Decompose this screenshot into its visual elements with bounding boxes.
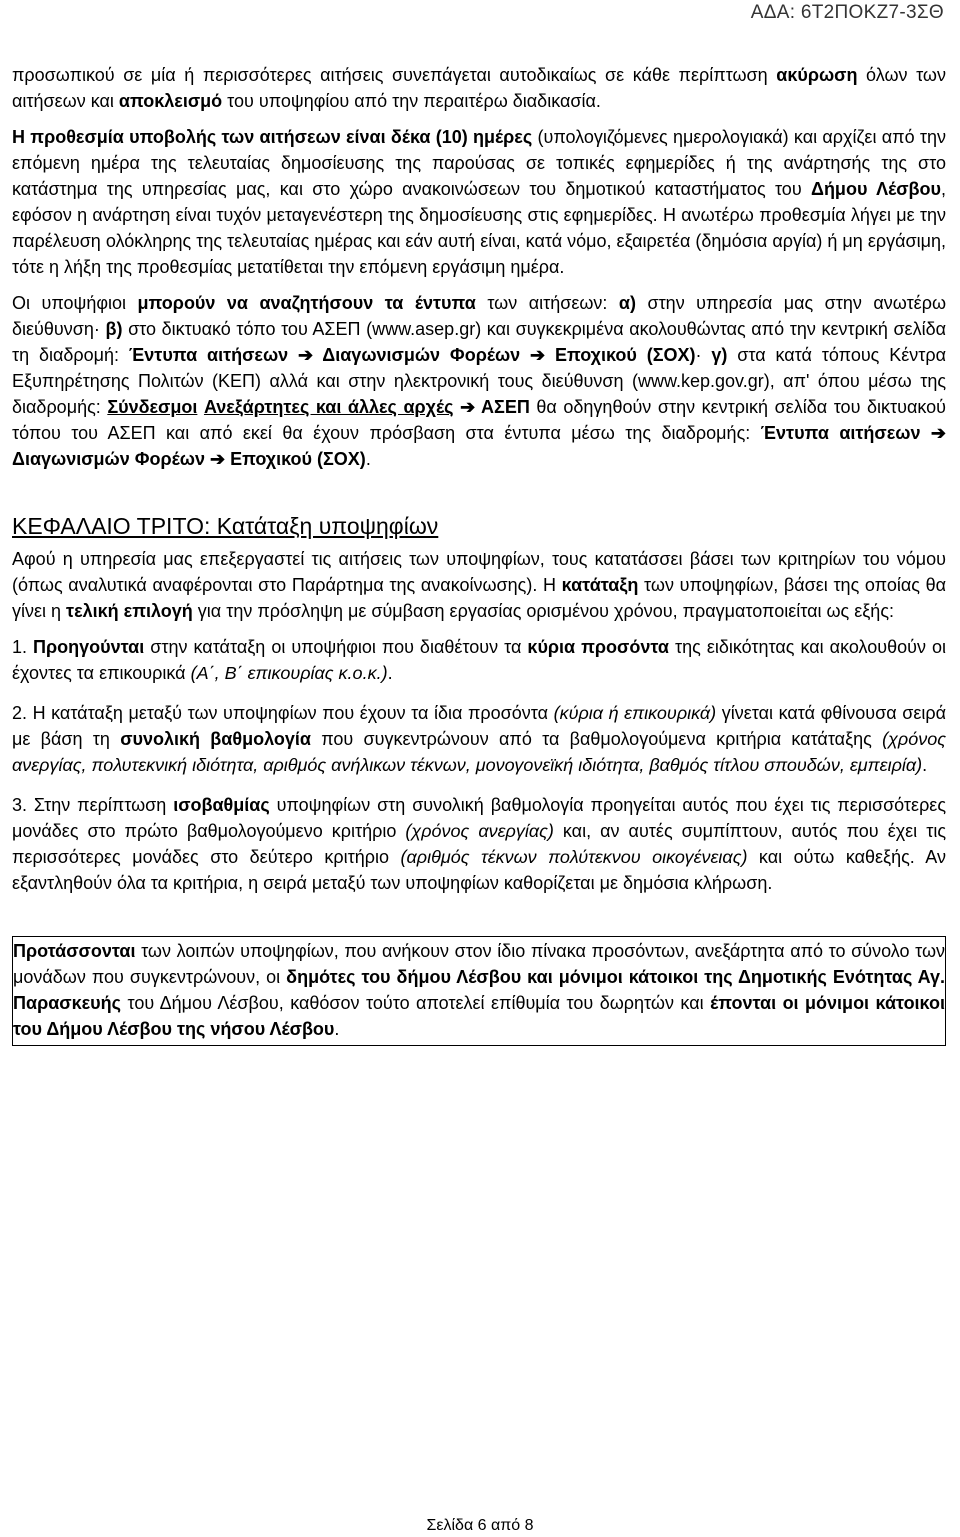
text-run: ισοβαθμίας (173, 795, 270, 815)
text-run: της ειδικότητας και ακολουθούν οι έχοντες τα επικουρικά (12, 637, 947, 683)
text-run: αποκλεισμό (118, 91, 223, 111)
text-run: . (365, 449, 371, 469)
text-run: γίνεται κατά φθίνουσα σειρά με βάση τη (12, 703, 946, 749)
text-run: 1. (12, 637, 34, 657)
document-code: ΑΔΑ: 6Τ2ΠΟΚΖ7-3ΣΘ (750, 2, 944, 23)
text-run: Έντυπα αιτήσεων ➔ Διαγωνισμών Φορέων ➔ Εποχικού (ΣΟΧ) (12, 423, 946, 469)
text-run: τελική επιλογή (66, 601, 193, 621)
text-run: θα οδηγηθούν στην κεντρική σελίδα του δικτυακού τόπου του ΑΣΕΠ και από εκεί θα έχουν πρόσβαση στα έντυπα μέσω της διαδρομής: (12, 397, 946, 443)
text-run: 2. Η κατάταξη μεταξύ των υποψηφίων που έχουν τα ίδια προσόντα (12, 703, 554, 723)
text-run: γ) (711, 345, 728, 365)
text-run: (Α΄, Β΄ επικουρίας κ.ο.κ.) (190, 663, 388, 683)
text-run: για την πρόσληψη με σύμβαση εργασίας ορισμένου χρόνου, πραγματοποιείται ως εξής: (192, 601, 894, 621)
text-run: των υποψηφίων, βάσει της οποίας θα γίνει η (12, 575, 946, 621)
text-run: (χρόνος ανεργίας, πολυτεκνική ιδιότητα, αριθμός ανήλικων τέκνων, μονογονεϊκή ιδιότητα, βαθμός τίτλου σπουδών, εμπειρία) (12, 729, 947, 775)
text-run: κατάταξη (561, 575, 639, 595)
text-run: κύρια προσόντα (527, 637, 669, 657)
text-run: (αριθμός τέκνων πολύτεκνου οικογένειας) (400, 847, 748, 867)
text-run: 3. Στην περίπτωση (12, 795, 174, 815)
text-run: έπονται οι μόνιμοι κάτοικοι του Δήμου Λέσβου της νήσου Λέσβου (13, 993, 945, 1039)
text-run: Έντυπα αιτήσεων ➔ Διαγωνισμών Φορέων ➔ Εποχικού (ΣΟΧ) (128, 345, 696, 365)
text-run: στην κατάταξη οι υποψήφιοι που διαθέτουν τα (144, 637, 528, 657)
text-run: Ανεξάρτητες και άλλες αρχές (203, 397, 454, 417)
text-run: του υποψηφίου από την περαιτέρω διαδικασία. (222, 91, 601, 111)
text-run: Προτάσσονται (13, 941, 136, 961)
text-run: Αφού η υπηρεσία μας επεξεργαστεί τις αιτήσεις των υποψηφίων, τους κατατάσσει βάσει των κριτηρίων του νόμου (όπως αναλυτικά αναφέρονται στο Παράρτημα της ανακοίνωσης). Η (12, 549, 946, 595)
text-run: του Δήμου Λέσβου, καθόσον τούτο αποτελεί επίθυμία του δωρητών και (121, 993, 711, 1013)
text-run: στα κατά τόπους Κέντρα Εξυπηρέτησης Πολιτών (ΚΕΠ) αλλά και στην ηλεκτρονική τους διεύθυνση (www.kep.gov.gr), απ' όπου μέσω της διαδρομής: (12, 345, 947, 417)
text-run: (κύρια ή επικουρικά) (553, 703, 717, 723)
text-run: υποψηφίων στη συνολική βαθμολογία προηγείται αυτός που έχει τις περισσότερες μονάδες στο πρώτο βαθμολογούμενο κριτήριο (12, 795, 947, 841)
text-run: Η προθεσμία υποβολής των αιτήσεων είναι δέκα (10) ημέρες (12, 127, 533, 147)
paragraph-ranking-intro (12, 546, 946, 624)
text-run: στο δικτυακό τόπο του ΑΣΕΠ (www.asep.gr) και συγκεκριμένα ακολουθώντας από την κεντρική σελίδα τη διαδρομή: (12, 319, 946, 365)
ranking-rule-3 (12, 792, 946, 896)
text-run: (χρόνος ανεργίας) (405, 821, 554, 841)
text-run: όλων των αιτήσεων και (12, 65, 946, 111)
chapter-heading: ΚΕΦΑΛΑΙΟ ΤΡΙΤΟ: Κατάταξη υποψηφίων (12, 513, 439, 539)
text-run: Σύνδεσμοι (107, 397, 198, 417)
ranking-rule-1 (12, 634, 946, 686)
text-run: . (922, 755, 928, 775)
text-run: . (334, 1019, 340, 1039)
text-run: συνολική βαθμολογία (120, 729, 311, 749)
priority-box (12, 936, 946, 1046)
text-run: των αιτήσεων: (475, 293, 619, 313)
ranking-rule-2 (12, 700, 946, 778)
page-number: Σελίδα 6 από 8 (426, 1517, 534, 1534)
text-run: ακύρωση (776, 65, 858, 85)
text-run: (υπολογιζόμενες ημερολογιακά) και αρχίζει από την επόμενη ημέρα της τελευταίας δημοσίευσης της παρούσας σε τοπικές εφημερίδες ή της ανάρτησής της στο κατάστημα της υπηρεσίας μας, και στο χώρο ανακοινώσεων του δημοτικού καταστήματος του (12, 127, 946, 199)
text-run: δημότες του δήμου Λέσβου και μόνιμοι κάτοικοι της Δημοτικής Ενότητας Αγ. Παρασκευής (13, 967, 945, 1013)
text-run: των λοιπών υποψηφίων, που ανήκουν στον ίδιο πίνακα προσόντων, ανεξάρτητα από το σύνολο των μονάδων που συγκεντρώνουν, οι (13, 941, 945, 987)
text-run: ➔ ΑΣΕΠ (453, 397, 530, 417)
text-run: α) (618, 293, 636, 313)
text-run: προσωπικού σε μία ή περισσότερες αιτήσεις συνεπάγεται αυτοδικαίως σε κάθε περίπτωση (12, 65, 777, 85)
page-content (12, 62, 946, 1046)
text-run: και, αν αυτές συμπίπτουν, αυτός που έχει τις περισσότερες μονάδες στο δεύτερο κριτήριο (12, 821, 947, 867)
text-run: που συγκεντρώνουν από τα βαθμολογούμενα κριτήρια κατάταξης (310, 729, 883, 749)
text-run: και ούτω καθεξής. Αν εξαντληθούν όλα τα κριτήρια, η σειρά μεταξύ των υποψηφίων καθορίζεται με δημόσια κλήρωση. (12, 847, 946, 893)
text-run: . (387, 663, 393, 683)
text-run: μπορούν να αναζητήσουν τα έντυπα (137, 293, 476, 313)
text-run: · (695, 345, 712, 365)
paragraph-disqualification (12, 62, 946, 114)
text-run: Προηγούνται (33, 637, 145, 657)
paragraph-forms (12, 290, 946, 472)
text-run: Οι υποψήφιοι (12, 293, 138, 313)
text-run: Δήμου Λέσβου (811, 179, 941, 199)
paragraph-deadline (12, 124, 946, 280)
text-run: στην υπηρεσία μας στην ανωτέρω διεύθυνση· (12, 293, 946, 339)
text-run: , εφόσον η ανάρτηση είναι τυχόν μεταγενέστερη της δημοσίευσης στις εφημερίδες. Η ανωτέρω προθεσμία λήγει με την παρέλευση ολόκληρης της τελευταίας ημέρας και εάν αυτή είναι, κατά νόμο, εξαιρετέα (δημόσια αργία) ή μη εργάσιμη, τότε η λήξη της προθεσμίας μετατίθεται την επόμενη εργάσιμη ημέρα. (12, 179, 946, 277)
text-run: β) (105, 319, 123, 339)
